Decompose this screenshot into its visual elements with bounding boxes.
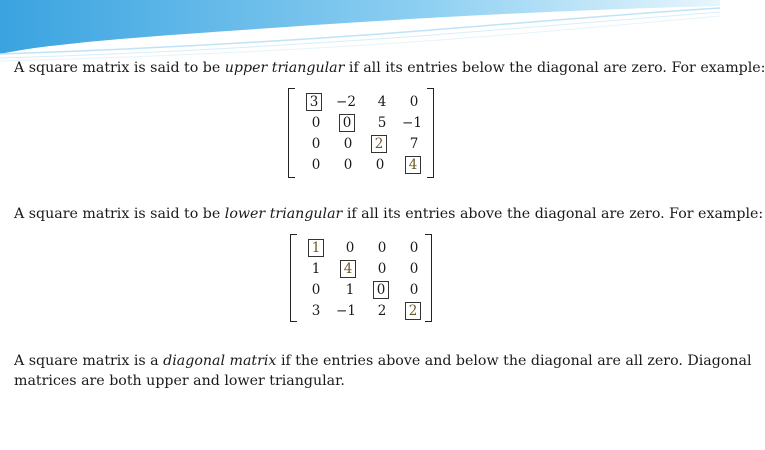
matrix-cell-diagonal: 0: [373, 281, 389, 299]
matrix-cell: 0: [311, 157, 321, 173]
matrix-cell: 0: [409, 261, 419, 277]
matrix-cell: 2: [377, 303, 387, 319]
matrix-cell-diagonal: 3: [306, 93, 322, 111]
matrix-cell: 0: [409, 94, 419, 110]
matrix-cell: 4: [377, 94, 387, 110]
matrix-cell: 3: [311, 303, 321, 319]
para3-line2: matrices are both upper and lower triangular.: [14, 373, 345, 389]
para1-post: if all its entries below the diagonal are zero. For example:: [344, 60, 765, 76]
upper-triangular-matrix: [288, 88, 434, 178]
matrix-cell: 0: [343, 157, 353, 173]
matrix-cell: 0: [377, 240, 387, 256]
para2-pre: A square matrix is said to be: [14, 206, 225, 222]
lower-triangular-definition: [14, 204, 763, 224]
matrix-cell: 0: [409, 282, 419, 298]
matrix-cell: −2: [336, 94, 356, 110]
matrix-cell: −1: [402, 115, 422, 131]
matrix-cell: 0: [375, 157, 385, 173]
matrix-cell: 5: [377, 115, 387, 131]
matrix-cell: −1: [336, 303, 356, 319]
diagonal-matrix-term: diagonal matrix: [163, 353, 277, 369]
matrix-left-bracket: [290, 234, 297, 322]
matrix-cell: 1: [345, 282, 355, 298]
matrix-left-bracket: [288, 88, 295, 178]
diagonal-matrix-definition: [14, 351, 752, 391]
matrix-cell-diagonal: 4: [340, 260, 356, 278]
para2-post: if all its entries above the diagonal are zero. For example:: [342, 206, 764, 222]
matrix-cell: 0: [377, 261, 387, 277]
matrix-cell: 0: [345, 240, 355, 256]
matrix-cell-diagonal: 1: [308, 239, 324, 257]
matrix-cell-diagonal: 4: [405, 156, 421, 174]
matrix-right-bracket: [425, 234, 432, 322]
matrix-cell: 0: [311, 136, 321, 152]
matrix-cell: 7: [409, 136, 419, 152]
matrix-cell-diagonal: 2: [405, 302, 421, 320]
upper-triangular-term: upper triangular: [224, 60, 345, 76]
para1-pre: A square matrix is said to be: [14, 60, 225, 76]
matrix-cell-diagonal: 2: [371, 135, 387, 153]
lower-triangular-matrix: [290, 234, 432, 322]
matrix-right-bracket: [427, 88, 434, 178]
para3-post: if the entries above and below the diagonal are all zero. Diagonal: [276, 353, 752, 369]
matrix-cell: 0: [409, 240, 419, 256]
matrix-cell-diagonal: 0: [339, 114, 355, 132]
matrix-cell: 0: [343, 136, 353, 152]
upper-triangular-definition: [14, 58, 765, 78]
para3-pre: A square matrix is a: [14, 353, 164, 369]
matrix-cell: 1: [311, 261, 321, 277]
matrix-cell: 0: [311, 115, 321, 131]
matrix-cell: 0: [311, 282, 321, 298]
lower-triangular-term: lower triangular: [224, 206, 343, 222]
